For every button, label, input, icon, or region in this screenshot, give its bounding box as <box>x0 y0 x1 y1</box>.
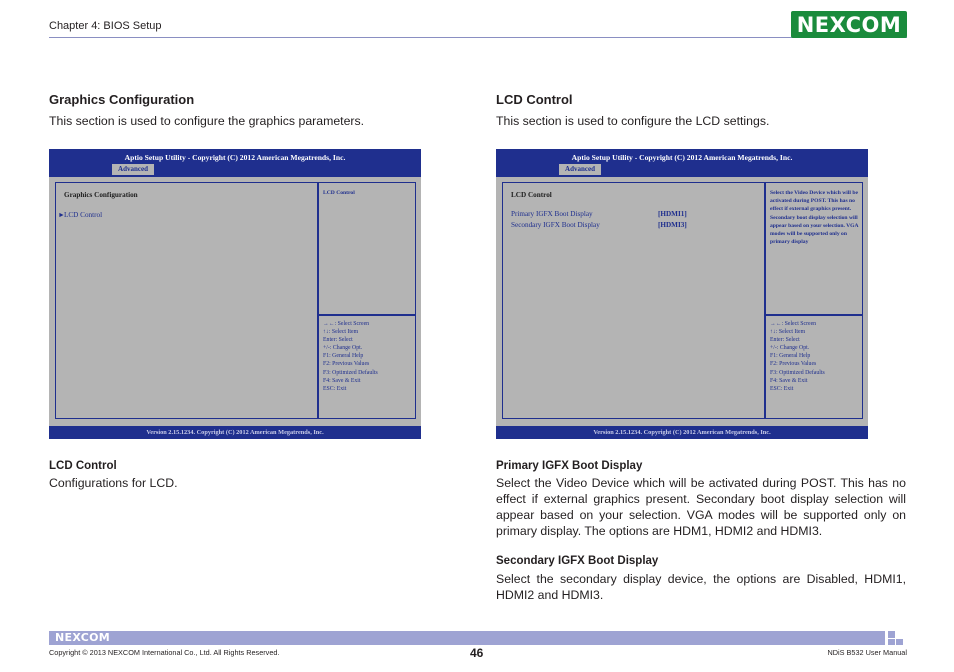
primary-igfx-heading: Primary IGFX Boot Display <box>496 460 643 472</box>
key-hint: F1: General Help <box>770 353 811 360</box>
logo-text: NEXCOM <box>796 12 902 37</box>
key-hint: ESC: Exit <box>323 385 347 392</box>
bios-help-text: LCD Control <box>323 190 355 196</box>
key-hint: F1: General Help <box>323 353 364 360</box>
menu-item-primary-igfx[interactable]: Primary IGFX Boot Display <box>511 210 593 218</box>
key-hint: ↑↓: Select Item <box>323 329 359 336</box>
footer-square-icon <box>888 631 895 638</box>
bios-options-pane <box>502 182 765 419</box>
chapter-label: Chapter 4: BIOS Setup <box>49 20 162 32</box>
key-hint: F4: Save & Exit <box>770 377 808 384</box>
key-hint: F3: Optimized Defaults <box>323 369 378 376</box>
key-hint: ESC: Exit <box>770 385 794 392</box>
bios-help-text: Select the Video Device which will be activated during POST. This has no effect if external graphics present. Secondary boot display selection will appear based on your selection. VGA modes will be supported only on primary display <box>770 190 859 246</box>
bios-title: Aptio Setup Utility - Copyright (C) 2012 American Megatrends, Inc. <box>124 153 346 162</box>
menu-item-secondary-igfx[interactable]: Secondary IGFX Boot Display <box>511 221 600 229</box>
graphics-config-heading: Graphics Configuration <box>49 92 195 107</box>
bios-keys-pane <box>318 315 416 419</box>
graphics-config-intro: This section is used to configure the graphics parameters. <box>49 114 365 128</box>
lcd-control-text: Configurations for LCD. <box>49 476 178 490</box>
bios-screen-lcd <box>496 149 868 439</box>
key-hint: Enter: Select <box>323 337 353 344</box>
tab-advanced[interactable]: Advanced <box>559 164 601 175</box>
lcd-control-intro: This section is used to configure the LCD settings. <box>496 114 770 128</box>
bios-help-pane <box>318 182 416 315</box>
bios-screen-graphics <box>49 149 421 439</box>
submenu-arrow-icon: ► <box>58 211 65 219</box>
bios-version-bar: Version 2.15.1234. Copyright (C) 2012 American Megatrends, Inc. <box>49 426 421 439</box>
bios-version-bar: Version 2.15.1234. Copyright (C) 2012 American Megatrends, Inc. <box>496 426 868 439</box>
bios-title: Aptio Setup Utility - Copyright (C) 2012 American Megatrends, Inc. <box>571 153 793 162</box>
secondary-igfx-value[interactable]: [HDMI3] <box>658 221 687 229</box>
manual-title: NDiS B532 User Manual <box>827 648 907 657</box>
footer-square-icon <box>888 639 895 645</box>
key-hint: F4: Save & Exit <box>323 377 361 384</box>
key-hint: +/-: Change Opt. <box>770 345 810 352</box>
bios-key-legend <box>323 320 378 393</box>
secondary-igfx-heading: Secondary IGFX Boot Display <box>496 555 659 567</box>
page-number: 46 <box>470 646 484 660</box>
lcd-control-heading: LCD Control <box>496 92 573 107</box>
lcd-control-subheading: LCD Control <box>49 460 117 472</box>
key-hint: Enter: Select <box>770 337 800 344</box>
key-hint: F2: Previous Values <box>323 361 370 368</box>
tab-advanced[interactable]: Advanced <box>112 164 154 175</box>
key-hint: →←: Select Screen <box>323 321 370 327</box>
footer-logo: NEXCOM <box>55 631 110 644</box>
bios-key-legend <box>770 320 825 393</box>
secondary-igfx-text: Select the secondary display device, the options are Disabled, HDMI1, HDMI2 and HDMI3. <box>496 572 906 602</box>
bios-pane-heading: Graphics Configuration <box>64 191 138 199</box>
nexcom-logo <box>791 11 907 38</box>
key-hint: ↑↓: Select Item <box>770 329 806 336</box>
key-hint: F3: Optimized Defaults <box>770 369 825 376</box>
menu-item-lcd-control[interactable]: LCD Control <box>64 211 103 219</box>
header-divider <box>49 37 907 38</box>
bios-keys-pane <box>765 315 863 419</box>
footer-square-icon <box>896 639 903 645</box>
bios-help-pane <box>765 182 863 315</box>
primary-igfx-value[interactable]: [HDMI1] <box>658 210 687 218</box>
key-hint: +/-: Change Opt. <box>323 345 363 352</box>
copyright-text: Copyright © 2013 NEXCOM International Co., Ltd. All Rights Reserved. <box>49 648 280 657</box>
bios-pane-heading: LCD Control <box>511 191 552 199</box>
primary-igfx-text: Select the Video Device which will be activated during POST. This has no effect if external graphics present. Secondary boot display selection will appear based on your selection. VGA modes will be supported only on primary display. The options are HDM1, HDMI2 and HDMI3. <box>496 476 906 538</box>
bios-options-pane <box>55 182 318 419</box>
key-hint: →←: Select Screen <box>770 321 817 327</box>
footer-bar <box>49 631 885 645</box>
key-hint: F2: Previous Values <box>770 361 817 368</box>
